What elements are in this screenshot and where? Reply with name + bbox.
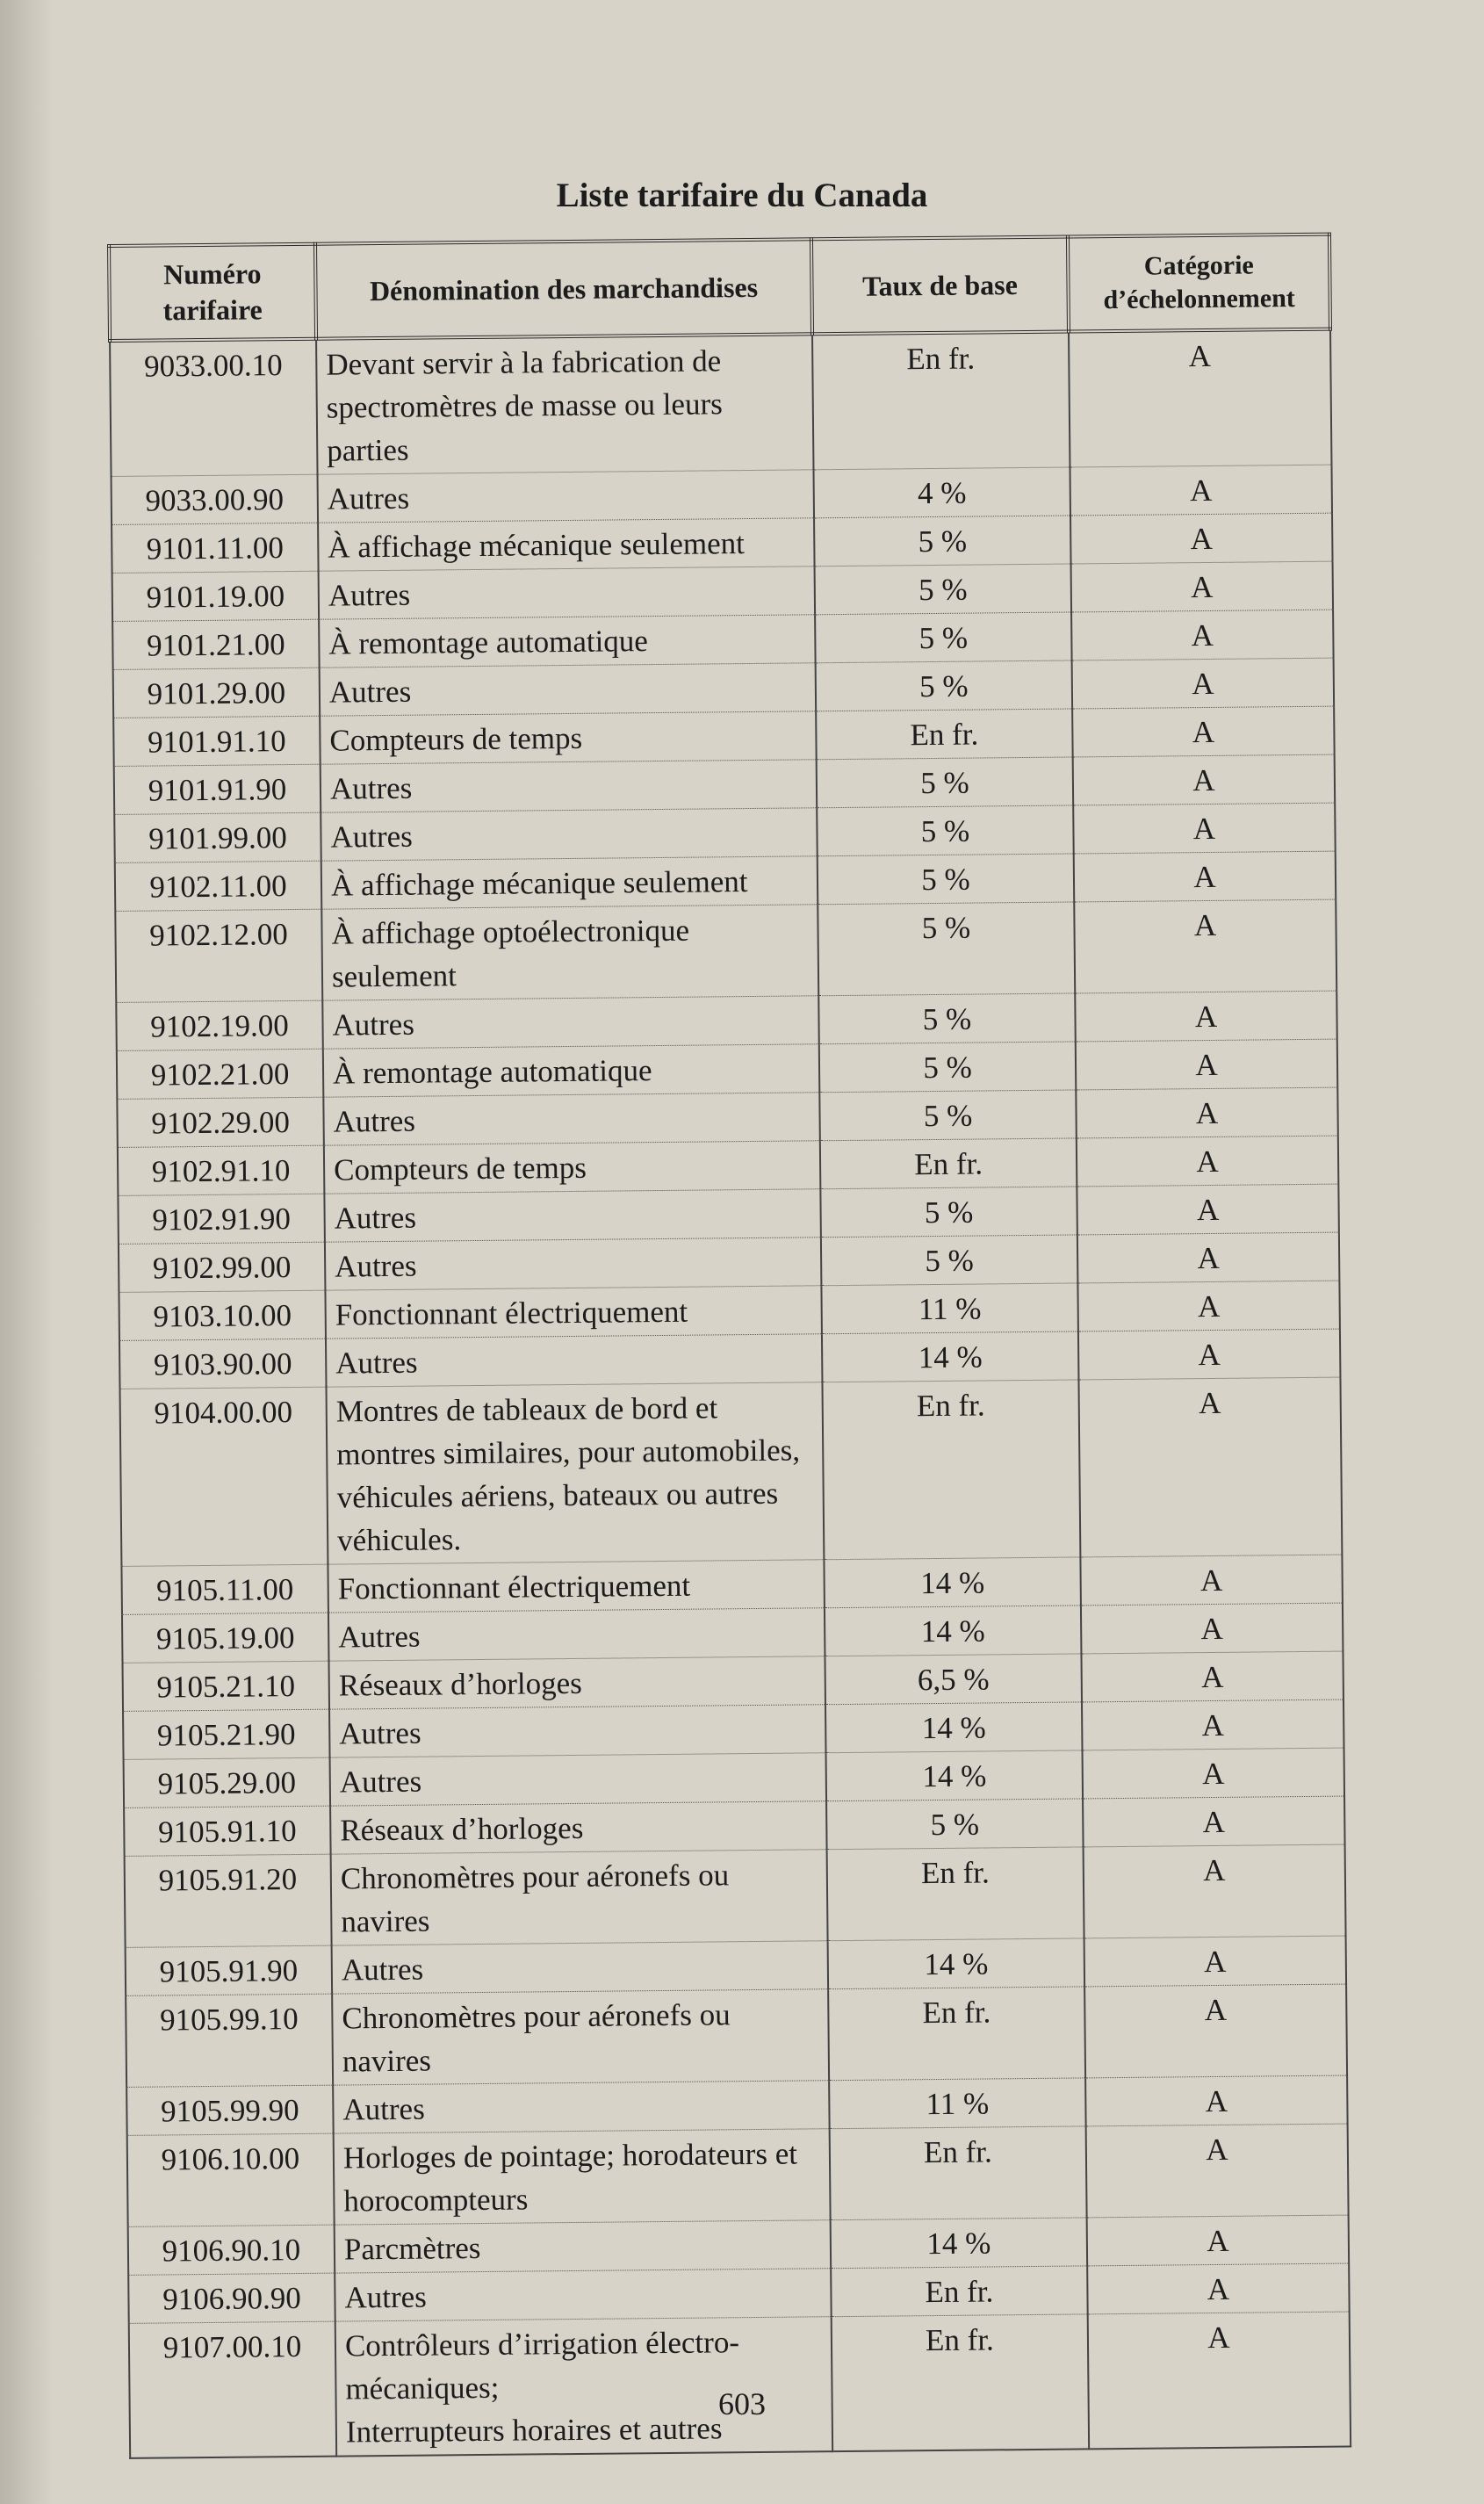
header-staging-category: Catégorie d’échelonnement [1068,235,1330,332]
tariff-number-cell: 9105.99.10 [126,1994,333,2087]
tariff-number-cell: 9105.29.00 [124,1757,331,1808]
base-rate-cell: 14 % [822,1331,1079,1382]
tariff-number-cell: 9105.21.10 [123,1661,330,1711]
staging-category-cell: A [1084,1984,1347,2078]
description-cell: Réseaux d’horloges [330,1801,827,1854]
description-cell: Autres [322,996,819,1049]
staging-category-cell: A [1083,1748,1345,1799]
table-row [125,1844,1346,1947]
staging-category-cell: A [1086,2124,1349,2218]
base-rate-cell: 5 % [817,757,1074,808]
staging-category-cell: A [1074,899,1336,993]
staging-category-cell: A [1077,1136,1339,1187]
base-rate-cell: En fr. [831,2266,1088,2317]
base-rate-cell: 14 % [824,1557,1081,1608]
staging-category-cell: A [1087,2263,1350,2314]
base-rate-cell: 14 % [828,1938,1085,1989]
tariff-number-cell: 9105.99.90 [126,2085,334,2135]
tariff-number-cell: 9102.91.90 [118,1194,325,1244]
staging-category-cell: A [1077,1281,1340,1331]
staging-category-cell: A [1069,329,1331,467]
tariff-number-cell: 9105.91.90 [126,1945,333,1995]
description-cell: Autres [321,808,818,861]
table-row [127,2124,1349,2226]
page-title: Liste tarifaire du Canada [556,177,928,214]
staging-category-cell: A [1081,1603,1344,1654]
description-cell: Contrôleurs d’irrigation électro-mécaniques; Interrupteurs horaires et autres [335,2317,832,2457]
base-rate-cell: 5 % [818,854,1075,905]
description-cell: Autres [319,566,816,619]
staging-category-cell: A [1080,1555,1343,1606]
base-rate-cell: En fr. [822,1380,1080,1560]
table-row [110,329,1331,477]
description-cell: Réseaux d’horloges [328,1656,825,1709]
tariff-number-cell: 9105.91.20 [125,1854,332,1947]
description-cell: Autres [321,760,818,812]
tariff-number-cell: 9107.00.10 [129,2321,336,2458]
base-rate-cell: 6,5 % [825,1654,1082,1705]
base-rate-cell: 5 % [815,612,1072,663]
table-row [115,899,1336,1002]
page-number: 603 [718,2386,766,2421]
base-rate-cell: En fr. [820,1138,1077,1189]
base-rate-cell: 5 % [826,1799,1084,1850]
table-row [126,1984,1347,2087]
description-cell: À affichage optoélectronique seulement [321,905,818,1000]
staging-category-cell: A [1076,1087,1338,1138]
tariff-number-cell: 9102.19.00 [116,1000,323,1050]
staging-category-cell: A [1071,610,1334,660]
tariff-table-container [107,233,1349,2459]
description-cell: Montres de tableaux de bord et montres similaires, pour automobiles, véhicules aériens, bateaux ou autres véhicules. [327,1382,825,1564]
tariff-table [107,233,1352,2459]
staging-category-cell: A [1078,1329,1341,1380]
staging-category-cell: A [1072,706,1335,757]
table-header-row [109,235,1330,341]
description-cell: Autres [324,1189,821,1242]
base-rate-cell: 11 % [829,2078,1086,2129]
description-cell: Autres [330,1753,827,1806]
staging-category-cell: A [1073,754,1336,805]
tariff-number-cell: 9105.21.90 [123,1709,330,1759]
tariff-number-cell: 9103.10.00 [119,1290,326,1340]
base-rate-cell: 5 % [818,993,1076,1044]
staging-category-cell: A [1075,991,1337,1042]
base-rate-cell: 5 % [817,805,1074,856]
base-rate-cell: En fr. [812,331,1070,469]
base-rate-cell: 5 % [819,1042,1077,1093]
description-cell: Fonctionnant électriquement [325,1286,822,1339]
staging-category-cell: A [1078,1377,1342,1557]
description-cell: À remontage automatique [319,615,816,667]
base-rate-cell: 5 % [819,1090,1077,1141]
base-rate-cell: 5 % [816,660,1073,711]
staging-category-cell: A [1073,803,1336,854]
base-rate-cell: En fr. [816,709,1073,760]
header-base-rate: Taux de base [811,236,1069,334]
staging-category-cell: A [1085,2075,1348,2126]
description-cell: À remontage automatique [323,1044,820,1097]
tariff-number-cell: 9101.91.90 [114,764,321,814]
description-cell: Chronomètres pour aéronefs ou navires [332,1989,829,2085]
staging-category-cell: A [1082,1699,1344,1750]
base-rate-cell: 5 % [815,564,1072,615]
description-cell: Chronomètres pour aéronefs ou navires [331,1850,828,1945]
description-cell: Autres [323,1093,820,1145]
staging-category-cell: A [1084,1936,1347,1987]
header-tariff-number: Numéro tarifaire [109,244,316,341]
staging-category-cell: A [1070,513,1333,564]
tariff-number-cell: 9101.91.10 [113,716,321,766]
base-rate-cell: 14 % [825,1702,1083,1753]
base-rate-cell: 14 % [825,1606,1082,1656]
description-cell: Autres [326,1334,823,1387]
table-row [120,1377,1343,1566]
description-cell: Autres [335,2269,832,2321]
tariff-number-cell: 9106.90.90 [128,2273,335,2323]
tariff-number-cell: 9105.11.00 [121,1564,328,1614]
page-gutter-shadow [0,0,53,2504]
tariff-number-cell: 9105.91.10 [124,1806,331,1856]
tariff-number-cell: 9102.11.00 [115,861,322,911]
tariff-number-cell: 9102.12.00 [115,909,322,1002]
description-cell: Devant servir à la fabrication de spectromètres de masse ou leurs parties [316,334,813,474]
tariff-number-cell: 9101.19.00 [112,571,320,621]
staging-category-cell: A [1076,1039,1338,1090]
tariff-number-cell: 9101.21.00 [112,619,320,669]
staging-category-cell: A [1071,561,1334,612]
tariff-number-cell: 9101.11.00 [112,523,319,573]
description-cell: À affichage mécanique seulement [321,856,818,909]
description-cell: Autres [320,663,817,716]
description-cell: Autres [329,1705,826,1757]
staging-category-cell: A [1084,1844,1346,1938]
tariff-number-cell: 9033.00.90 [112,474,319,524]
tariff-number-cell: 9102.91.10 [118,1145,325,1195]
description-cell: À affichage mécanique seulement [318,518,815,571]
description-cell: Fonctionnant électriquement [328,1560,825,1613]
base-rate-cell: 14 % [826,1750,1084,1801]
tariff-number-cell: 9106.10.00 [127,2133,335,2226]
description-cell: Autres [325,1238,822,1290]
tariff-number-cell: 9103.90.00 [119,1339,327,1389]
tariff-number-cell: 9104.00.00 [120,1387,328,1566]
base-rate-cell: 5 % [814,516,1071,566]
staging-category-cell: A [1087,2215,1350,2266]
base-rate-cell: 5 % [820,1187,1077,1238]
base-rate-cell: 5 % [818,902,1075,996]
base-rate-cell: En fr. [832,2314,1089,2451]
staging-category-cell: A [1083,1796,1345,1847]
base-rate-cell: 4 % [814,467,1071,518]
description-cell: Autres [318,470,815,523]
staging-category-cell: A [1072,658,1335,709]
staging-category-cell: A [1077,1232,1340,1283]
staging-category-cell: A [1088,2312,1351,2449]
base-rate-cell: 11 % [821,1283,1078,1334]
tariff-number-cell: 9102.99.00 [119,1242,326,1292]
header-description: Dénomination des marchandises [315,239,812,338]
base-rate-cell: En fr. [828,1987,1085,2081]
tariff-number-cell: 9101.29.00 [113,667,321,718]
tariff-number-cell: 9101.99.00 [114,812,321,862]
description-cell: Compteurs de temps [320,711,817,764]
tariff-number-cell: 9105.19.00 [122,1613,329,1663]
base-rate-cell: 5 % [821,1235,1078,1286]
tariff-table-body [110,329,1351,2458]
staging-category-cell: A [1077,1184,1339,1235]
base-rate-cell: En fr. [830,2126,1087,2220]
staging-category-cell: A [1081,1651,1344,1702]
base-rate-cell: 14 % [831,2218,1088,2269]
description-cell: Autres [333,2081,830,2133]
description-cell: Compteurs de temps [324,1141,821,1194]
tariff-number-cell: 9106.90.10 [128,2225,335,2275]
staging-category-cell: A [1074,851,1336,902]
base-rate-cell: En fr. [827,1847,1084,1941]
tariff-number-cell: 9102.21.00 [117,1049,324,1099]
staging-category-cell: A [1070,465,1332,516]
description-cell: Autres [332,1941,829,1994]
description-cell: Horloges de pointage; horodateurs et horocompteurs [334,2129,831,2225]
description-cell: Autres [328,1608,825,1661]
description-cell: Parcmètres [335,2220,832,2273]
tariff-number-cell: 9033.00.10 [110,339,317,477]
tariff-number-cell: 9102.29.00 [117,1097,324,1147]
